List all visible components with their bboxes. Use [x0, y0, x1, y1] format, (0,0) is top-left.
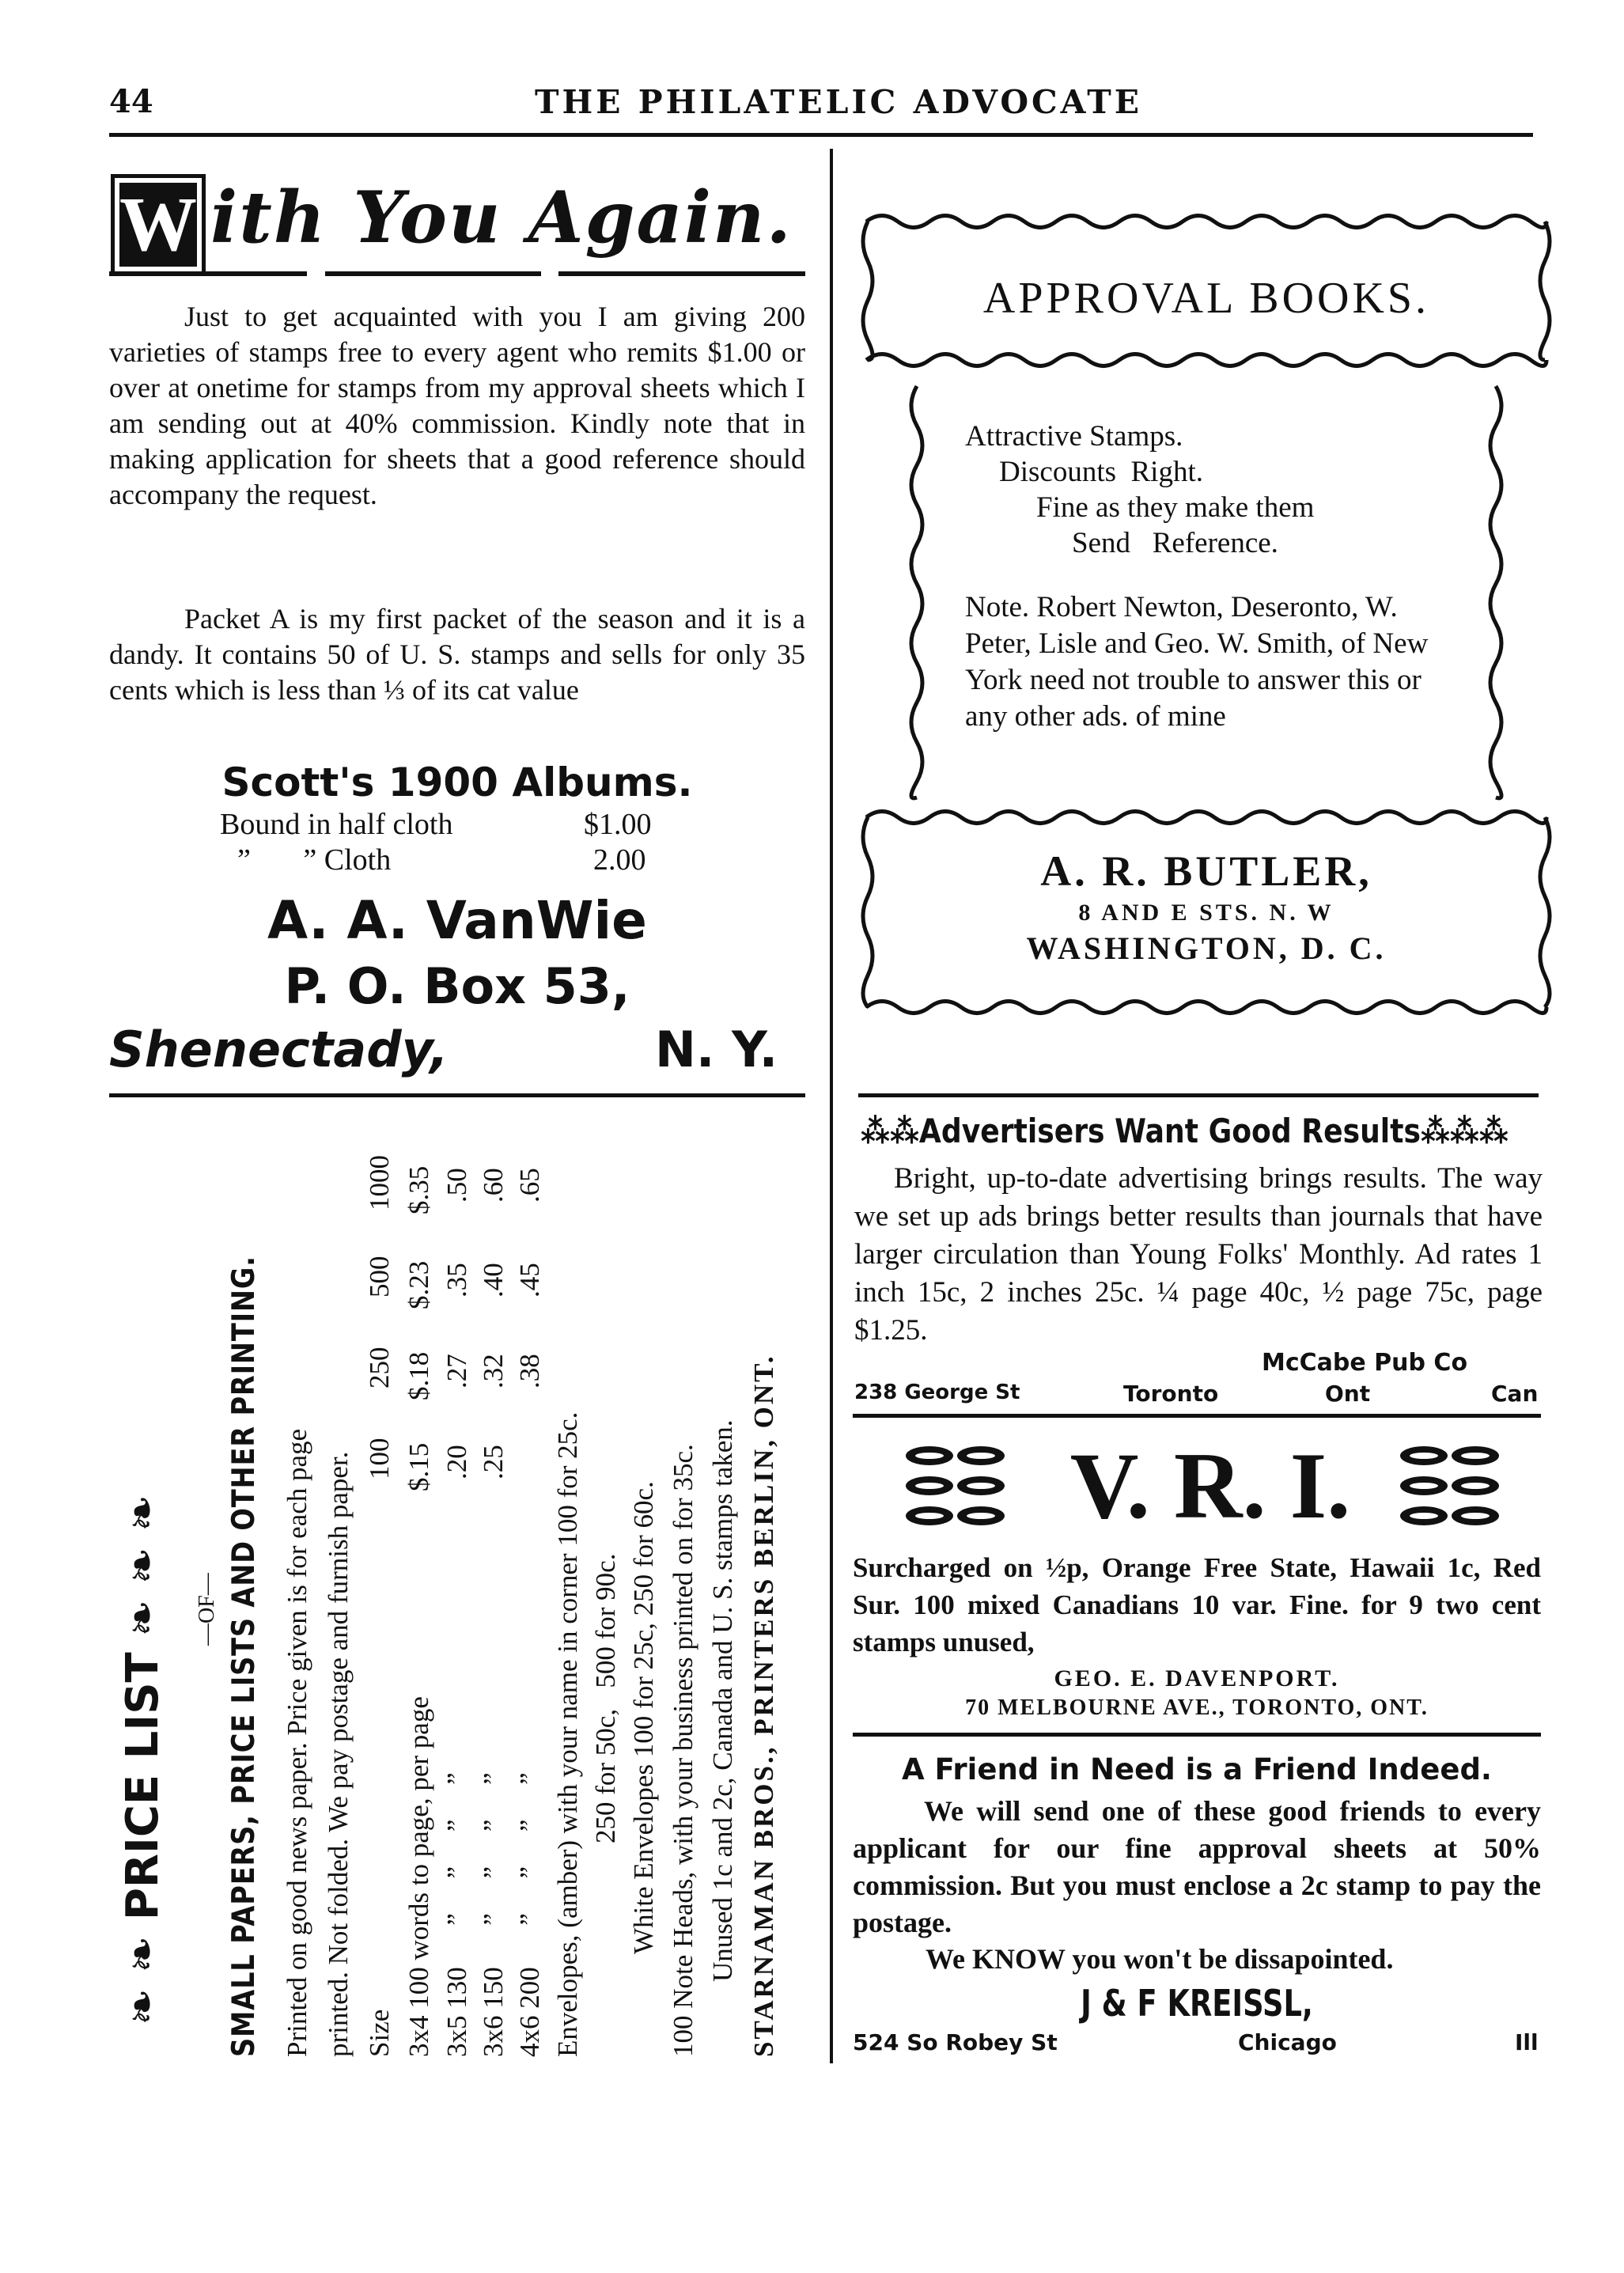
headline-rule-1: [109, 271, 307, 276]
table-row-2-label: 3x5 130 ” ” ” ”: [441, 1772, 472, 2057]
approval-title: APPROVAL BOOKS.: [982, 274, 1430, 323]
friend-address: 524 So Robey St: [853, 2029, 1058, 2055]
friend-title: A Friend in Need is a Friend Indeed.: [902, 1752, 1492, 1786]
vri-address: 70 MELBOURNE AVE., TORONTO, ONT.: [965, 1695, 1429, 1720]
vri-right-ornament: [1396, 1438, 1519, 1533]
unused-stamps-line: Unused 1c and 2c, Canada and U. S. stamps taken.: [707, 1419, 738, 1982]
table-row-4-1000: .65: [514, 1168, 545, 1203]
headline-rule-2: [325, 271, 541, 276]
table-row-4-250: .38: [514, 1354, 545, 1388]
note-heads-line: 100 Note Heads, with your business printed on for 35c.: [668, 1444, 698, 2057]
headline: ith You Again.: [210, 176, 793, 260]
friend-body: We will send one of these good friends to every applicant for our fine approval sheets at 50% commission. But you must enclose a 2c stamp to pay the postage.: [853, 1795, 1541, 1938]
table-row-3-250: .32: [478, 1354, 509, 1388]
table-row-2-1000: .50: [441, 1168, 472, 1203]
advertisers-bottom-rule: [853, 1414, 1541, 1418]
butler-street: 8 AND E STS. N. W: [1078, 900, 1334, 926]
table-row-4-500: .45: [514, 1263, 545, 1298]
advertisers-country: Can: [1491, 1381, 1539, 1407]
page-title: THE PHILATELIC ADVOCATE: [535, 83, 1142, 121]
table-header-250: 250: [364, 1347, 395, 1388]
vri-body: Surcharged on ½p, Orange Free State, Hawaii 1c, Red Sur. 100 mixed Canadians 10 var. Fine. for 9 two cent stamps unused,: [853, 1552, 1541, 1657]
price-list-ad: [109, 1104, 805, 2057]
approval-line-2: Discounts Right.: [999, 456, 1203, 488]
advertisers-city: Toronto: [1123, 1381, 1219, 1407]
approval-line-4: Send Reference.: [1072, 527, 1278, 559]
advertisers-address: 238 George St: [854, 1381, 1020, 1404]
advertiser-city: Shenectady,: [109, 1021, 449, 1078]
table-row-1-100: $.15: [403, 1442, 434, 1491]
vri-name: GEO. E. DAVENPORT.: [1054, 1665, 1340, 1691]
advertiser-box: P. O. Box 53,: [284, 957, 630, 1015]
approval-line-1: Attractive Stamps.: [965, 420, 1183, 453]
envelopes-line-1: Envelopes, (amber) with your name in corner 100 for 25c.: [552, 1411, 583, 2057]
table-row-3-1000: .60: [478, 1168, 509, 1203]
table-row-1-500: $.23: [403, 1260, 434, 1309]
page-number: 44: [109, 83, 153, 120]
friend-state: Ill: [1515, 2029, 1539, 2055]
table-row-2-500: .35: [441, 1263, 472, 1298]
approval-note: Note. Robert Newton, Deseronto, W. Peter, Lisle and Geo. W. Smith, of New York need not trouble to answer this or any other ads. of mine: [965, 591, 1429, 733]
advertisers-top-rule: [858, 1093, 1539, 1097]
table-row-2-250: .27: [441, 1354, 472, 1388]
drop-cap: W: [111, 174, 206, 275]
packet-paragraph: Packet A is my first packet of the season and it is a dandy. It contains 50 of U. S. stamps and sells for only 35 cents which is less than ⅓ of its cat value: [109, 603, 805, 706]
albums-row-1-price: $1.00: [584, 808, 652, 841]
advertisers-province: Ont: [1325, 1381, 1371, 1407]
albums-title: Scott's 1900 Albums.: [221, 760, 693, 805]
butler-city: WASHINGTON, D. C.: [1026, 930, 1387, 966]
price-list-line-1: Printed on good news paper. Price given is for each page: [282, 1428, 312, 2057]
price-list-title: ❧ ❧ PRICE LIST ❧ ❧ ❧: [117, 1494, 168, 2025]
advertisers-publisher: McCabe Pub Co: [1262, 1349, 1468, 1377]
vri-left-ornament: [902, 1438, 1024, 1533]
envelopes-line-3: White Envelopes 100 for 25c, 250 for 60c.: [628, 1481, 659, 1954]
albums-row-2-price: 2.00: [593, 843, 646, 877]
albums-row-1-label: Bound in half cloth: [220, 808, 453, 841]
header-rule: [109, 133, 1533, 137]
table-row-2-100: .20: [441, 1445, 472, 1479]
headline-rule-3: [558, 271, 805, 276]
vri-bottom-rule: [853, 1733, 1541, 1737]
column-divider: [830, 149, 833, 2063]
table-row-1-1000: $.35: [403, 1165, 434, 1214]
advertisers-title: ⁂⁂Advertisers Want Good Results⁂⁂⁂: [861, 1112, 1509, 1150]
advertisers-body: Bright, up-to-date advertising brings results. The way we set up ads brings better results than journals that have larger circulation than Young Folks' Monthly. Ad rates 1 inch 15c, 2 inches 25c. ¼ page 40c, ½ page 75c, page $1.25.: [854, 1162, 1543, 1347]
advertiser-state: N. Y.: [655, 1021, 778, 1078]
friend-know: We KNOW you won't be dissapointed.: [926, 1943, 1394, 1975]
table-header-500: 500: [364, 1256, 395, 1298]
table-row-4-label: 4x6 200 ” ” ” ”: [514, 1772, 545, 2057]
table-header-size: Size: [364, 2009, 395, 2057]
table-row-3-100: .25: [478, 1445, 509, 1479]
table-row-3-500: .40: [478, 1263, 509, 1298]
with-you-again-ad: [109, 158, 805, 1076]
vri-title: V. R. I.: [1069, 1433, 1351, 1538]
table-header-100: 100: [364, 1438, 395, 1479]
left-section-rule: [109, 1093, 805, 1097]
table-header-1000: 1000: [364, 1155, 395, 1210]
envelopes-line-2: 250 for 50c, 500 for 90c.: [590, 1553, 621, 1843]
intro-paragraph: Just to get acquainted with you I am giving 200 varieties of stamps free to every agent who remits $1.00 or over at onetime for stamps from my approval sheets which I am sending out at 40% commission. Kindly note that in making application for sheets that a good reference should accompany the request.: [109, 301, 805, 510]
friend-city: Chicago: [1238, 2029, 1337, 2055]
price-list-line-2: printed. Not folded. We pay postage and furnish paper.: [323, 1451, 354, 2057]
approval-line-3: Fine as they make them: [1036, 491, 1315, 524]
advertiser-name: A. A. VanWie: [267, 890, 647, 951]
butler-name: A. R. BUTLER,: [1040, 847, 1372, 895]
table-row-1-250: $.18: [403, 1351, 434, 1400]
price-list-subtitle: SMALL PAPERS, PRICE LISTS AND OTHER PRINTING.: [226, 1256, 262, 2057]
table-row-3-label: 3x6 150 ” ” ” ”: [478, 1772, 509, 2057]
price-list-of: —OF—: [195, 1573, 219, 1646]
printer-line: STARNAMAN BROS., PRINTERS BERLIN, ONT.: [748, 1354, 779, 2057]
albums-row-2-label: ” ” Cloth: [237, 843, 392, 877]
friend-name: J & F KREISSL,: [1081, 1982, 1313, 2025]
table-row-1-label: 3x4 100 words to page, per page: [403, 1696, 434, 2057]
